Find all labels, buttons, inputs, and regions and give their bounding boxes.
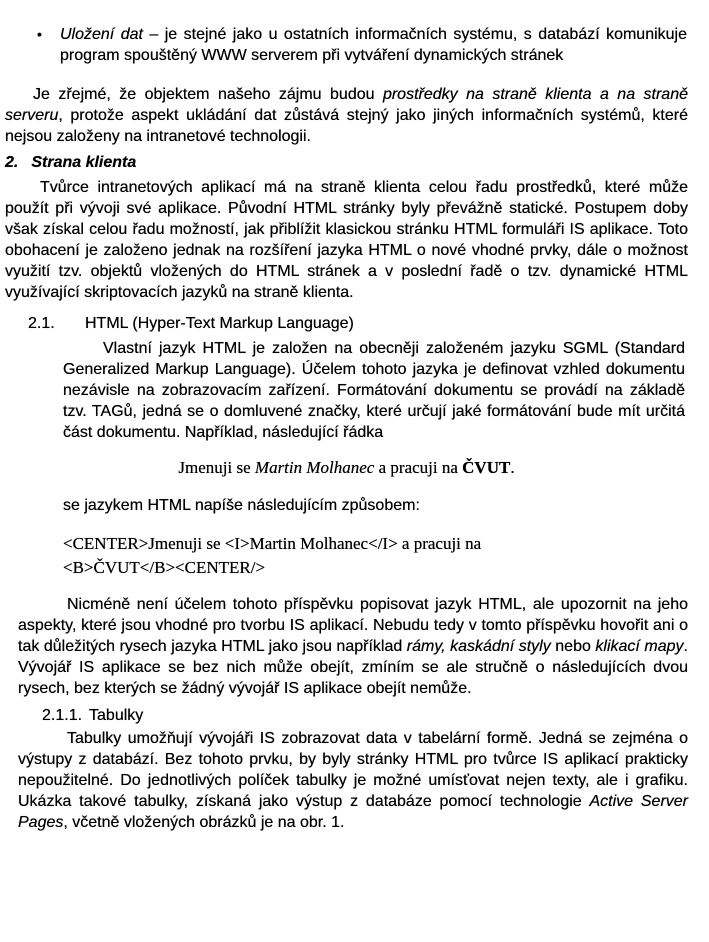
bullet-item-data-storage	[37, 24, 692, 66]
paragraph-client-side: Tvůrce intranetových aplikací má na straně klienta celou řadu prostředků, které může použít při vývoji své aplikace. Původní HTML stránky byly převážně statické. Postupem doby však získal celou řadu možností, jak přiblížit klasickou stránku HTML formuláři IS aplikace. Toto obohacení je založeno jednak na rozšíření jazyka HTML o nové vhodné prvky, dále o možnost využití tzv. objektů vložených do HTML stránek a v poslední řadě o tzv. dynamické HTML využívající skriptovacích jazyků na straně klienta.	[5, 179, 693, 301]
paragraph-html-overview: Vlastní jazyk HTML je založen na obecněji založeném jazyku SGML (Standard Generalized Markup Language). Účelem tohoto jazyka je definovat vzhled dokumentu nezávisle na zobrazovacím zařízení. Formátování dokumentu se provádí na základě tzv. TAGů, jedná se o domluvené značky, které určují jaké formátování bude mít určitá část dokumentu. Například, následující řádka	[63, 340, 690, 441]
paragraph-tables: Tabulky umožňují vývojáři IS zobrazovat data v tabelární formě. Jedná se zejména o výstupy z databází. Bez tohoto prvku, by byly stránky HTML pro tvůrce IS aplikací prakticky nepoužitelné. Do jednotlivých políček tabulky je možné umísťovat nejen texty, ale i grafiku. Ukázka takové tabulky, získaná jako výstup z databáze pomocí technologie Active Server Pages, včetně vložených obrázků je na obr. 1.	[18, 730, 693, 831]
heading-section-2-1-1-title: Tabulky	[89, 707, 144, 724]
heading-section-2-1-number: 2.1.	[28, 315, 55, 332]
code-line-2: <B>ČVUT</B><CENTER/>	[63, 558, 266, 577]
heading-section-2	[5, 152, 709, 173]
bullet-icon: •	[37, 26, 42, 42]
code-line-1: <CENTER>Jmenuji se <I>Martin Molhanec</I> a pracuji na	[63, 534, 482, 553]
heading-section-2-1-1-number: 2.1.1.	[42, 707, 83, 724]
html-code-block	[63, 532, 688, 580]
heading-section-2-1-title: HTML (Hyper-Text Markup Language)	[85, 315, 354, 332]
bullet-item-text: Uložení dat – je stejné jako u ostatních informačních systému, s databází komunikuje program spouštěný WWW serverem při vytváření dynamických stránek	[60, 26, 692, 64]
heading-section-2-1-1	[42, 705, 709, 726]
example-sentence: Jmenuji se Martin Molhanec a pracuji na ČVUT.	[178, 458, 515, 477]
paragraph-lead-in: se jazykem HTML napíše následujícím způsobem:	[63, 497, 420, 514]
paragraph-intro: Je zřejmé, že objektem našeho zájmu budou prostředky na straně klienta a na straně serveru, protože aspekt ukládání dat zůstává stejný jako jiných informačních systémů, které nejsou založeny na intranetové technologii.	[5, 86, 693, 145]
paragraph-html-aspects: Nicméně není účelem tohoto příspěvku popisovat jazyk HTML, ale upozornit na jeho aspekty, které jsou vhodné pro tvorbu IS aplikací. Nebudu tedy v tomto příspěvku hovořit ani o tak důležitých rysech jazyka HTML jako jsou například rámy, kaskádní styly nebo klikací mapy. Vývojář IS aplikace se bez nich může obejít, zmíním se ale stručně o následujících dvou rysech, bez kterých se žádný vývojář IS aplikace obejít nemůže.	[18, 596, 693, 697]
heading-section-2-number: 2.	[5, 154, 19, 171]
heading-section-2-title: Strana klienta	[31, 154, 137, 171]
heading-section-2-1	[28, 313, 709, 334]
